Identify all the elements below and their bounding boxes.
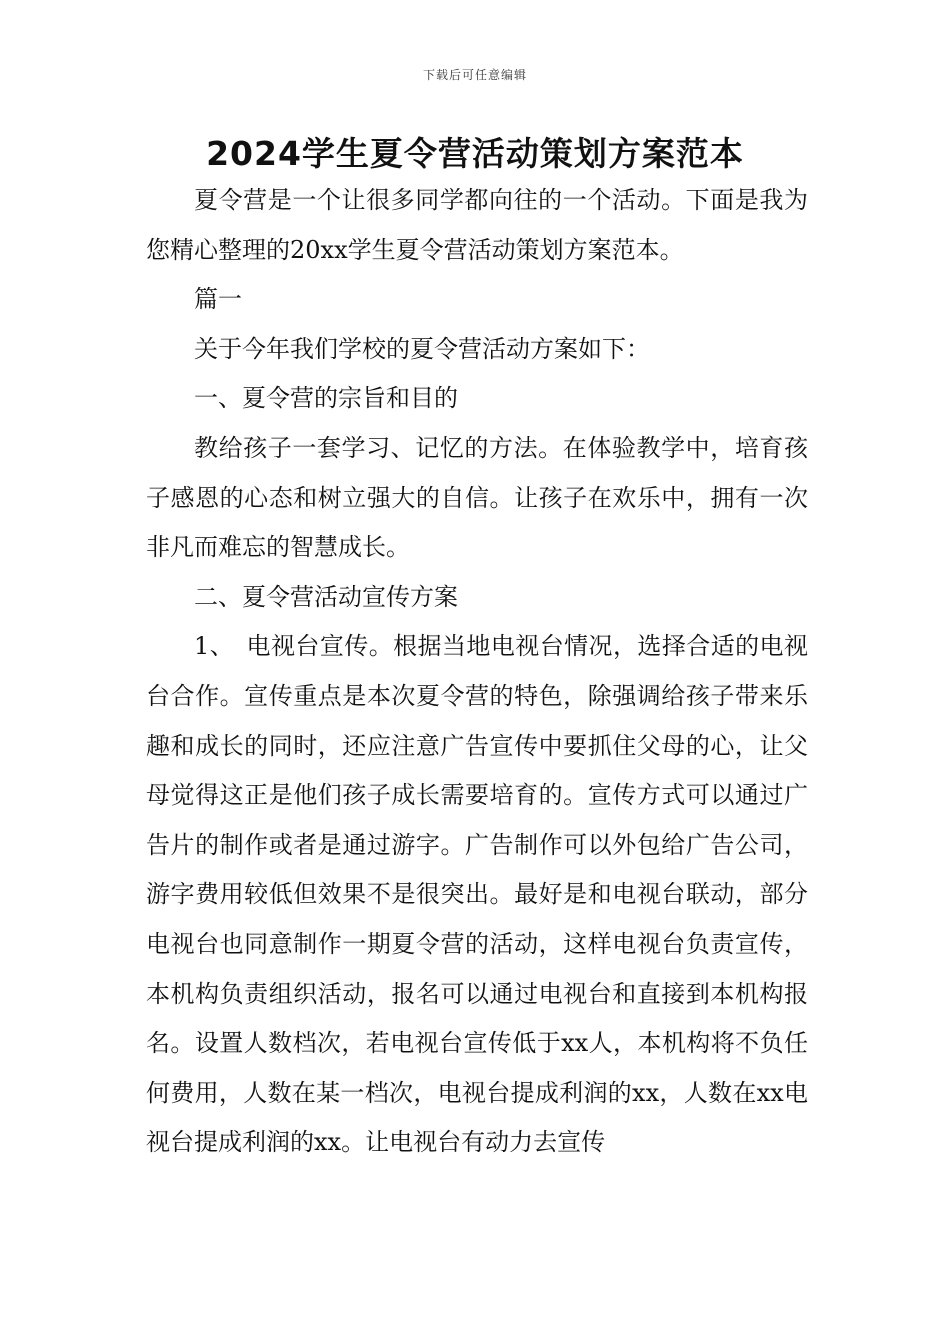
document-body (146, 176, 808, 1168)
header-note: 下载后可任意编辑 (422, 68, 527, 82)
paragraph-tv-promotion: 1、 电视台宣传。根据当地电视台情况，选择合适的电视台合作。宣传重点是本次夏令营的特色，除强调给孩子带来乐趣和成长的同时，还应注意广告宣传中要抓住父母的心，让父母觉得这正是他们孩子成长需要培育的。宣传方式可以通过广告片的制作或者是通过游字。广告制作可以外包给广告公司，游字费用较低但效果不是很突出。最好是和电视台联动，部分电视台也同意制作一期夏令营的活动，这样电视台负责宣传，本机构负责组织活动，报名可以通过电视台和直接到本机构报名。设置人数档次，若电视台宣传低于xx人，本机构将不负任何费用，人数在某一档次，电视台提成利润的xx，人数在xx电视台提成利润的xx。让电视台有动力去宣传 (146, 632, 808, 1157)
paragraph-plan-intro: 关于今年我们学校的夏令营活动方案如下： (194, 334, 650, 363)
paragraph-intro: 夏令营是一个让很多同学都向往的一个活动。下面是我为您精心整理的20xx学生夏令营活动策划方案范本。 (146, 186, 808, 264)
paragraph-purpose: 教给孩子一套学习、记忆的方法。在体验教学中，培育孩子感恩的心态和树立强大的自信。让孩子在欢乐中，拥有一次非凡而难忘的智慧成长。 (146, 433, 808, 562)
heading-promotion: 二、夏令营活动宣传方案 (194, 582, 458, 611)
heading-purpose: 一、夏令营的宗旨和目的 (194, 384, 458, 413)
page-title: 2024学生夏令营活动策划方案范本 (206, 134, 744, 173)
paragraph-section-label: 篇一 (194, 285, 242, 314)
